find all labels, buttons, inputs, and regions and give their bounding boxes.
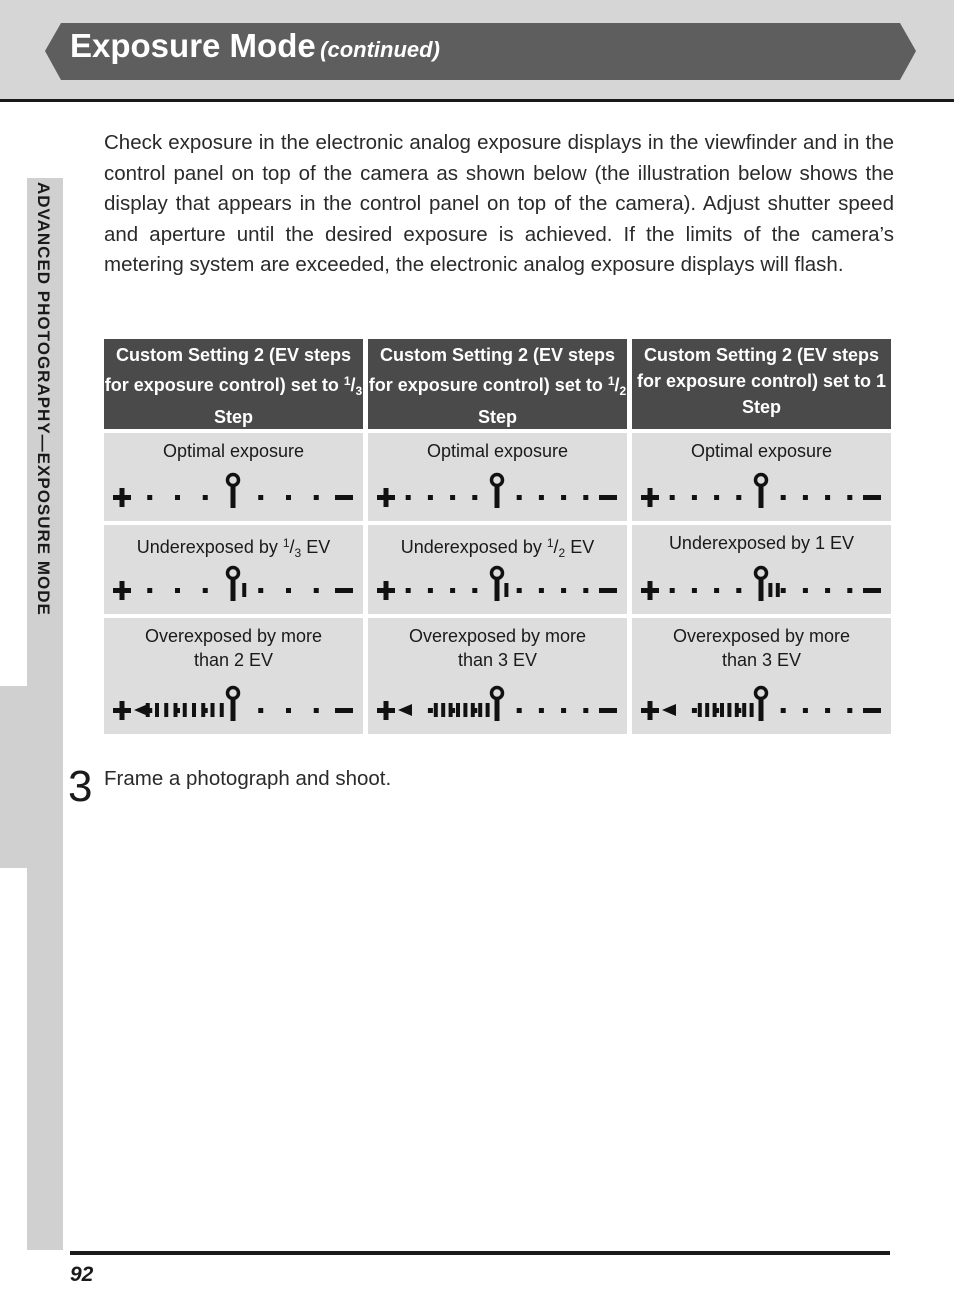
zero-marker-icon [228, 568, 239, 579]
deviation-bar [155, 703, 159, 717]
scale-dot [803, 495, 808, 500]
scale-dot [450, 588, 455, 593]
minus-sign-icon [863, 588, 881, 593]
zero-marker-icon [759, 487, 764, 508]
plus-sign-icon [120, 488, 125, 507]
fraction-denominator: 2 [619, 384, 627, 398]
step-text: Frame a photograph and shoot. [104, 767, 392, 790]
plus-sign-icon [384, 488, 389, 507]
deviation-bar [449, 703, 453, 717]
header-text: Custom Setting 2 (EV steps for exposure control) set to 1 Step [636, 345, 887, 417]
caption-text: Underexposed by [136, 537, 283, 557]
scale-dot [561, 708, 566, 713]
cell-optimal-full [632, 433, 891, 521]
cell-under-half [368, 525, 627, 614]
caption-text: EV [565, 537, 595, 557]
deviation-bar [164, 703, 168, 717]
cell-caption: Overexposed by more than 2 EV [144, 626, 323, 670]
scale-dot [670, 588, 675, 593]
scale-dot [692, 708, 697, 713]
footer-rule [70, 1251, 890, 1255]
zero-marker-icon [492, 475, 503, 486]
deviation-bar [192, 703, 196, 717]
cell-caption: Underexposed by $^1/_3$ EV [136, 536, 331, 560]
cell-over-third [104, 618, 363, 734]
deviation-bar [713, 703, 717, 717]
scale-dot [203, 588, 208, 593]
caption-text: EV [301, 537, 331, 557]
scale-dot [670, 495, 675, 500]
scale-dot [736, 495, 741, 500]
side-tab [0, 686, 27, 868]
cell-caption: Overexposed by more than 3 EV [672, 626, 851, 670]
minus-sign-icon [335, 588, 353, 593]
plus-sign-icon [648, 488, 653, 507]
scale-dot [781, 588, 786, 593]
zero-marker-icon [228, 475, 239, 486]
scale-dot [583, 588, 588, 593]
scale-dot [428, 708, 433, 713]
scale-dot [561, 495, 566, 500]
scale-dot [147, 495, 152, 500]
cell-under-third [104, 525, 363, 614]
header-text: Step [477, 407, 517, 427]
header-text: Custom Setting 2 (EV steps for exposure control) set to [104, 345, 352, 395]
zero-marker-icon [231, 700, 236, 721]
scale-dot [286, 495, 291, 500]
zero-marker-icon [756, 568, 767, 579]
scale-dot [714, 588, 719, 593]
deviation-bar [471, 703, 475, 717]
scale-dot [692, 495, 697, 500]
scale-dot [517, 495, 522, 500]
scale-dot [472, 588, 477, 593]
zero-marker-icon [495, 700, 500, 721]
scale-dot [539, 708, 544, 713]
section-label: ADVANCED PHOTOGRAPHY—EXPOSURE MODE [34, 182, 53, 616]
overrange-arrow-icon [662, 704, 676, 716]
fraction-numerator: 1 [546, 536, 554, 550]
cell-under-full [632, 525, 891, 614]
scale-dot [517, 588, 522, 593]
deviation-bar [698, 703, 702, 717]
scale-dot [583, 708, 588, 713]
scale-dot [406, 588, 411, 593]
deviation-bar [220, 703, 224, 717]
minus-sign-icon [599, 588, 617, 593]
cell-over-half [368, 618, 627, 734]
minus-sign-icon [863, 495, 881, 500]
cell-caption: Optimal exposure [690, 441, 833, 461]
zero-marker-icon [492, 568, 503, 579]
deviation-bar [504, 583, 508, 597]
deviation-bar [705, 703, 709, 717]
exposure-display-graphic [632, 556, 891, 608]
scale-dot [314, 495, 319, 500]
exposure-display-graphic [632, 463, 891, 515]
minus-sign-icon [599, 708, 617, 713]
cell-optimal-half [368, 433, 627, 521]
zero-marker-icon [759, 580, 764, 601]
fraction-numerator: 1 [282, 536, 290, 550]
scale-dot [803, 708, 808, 713]
deviation-bar [463, 703, 467, 717]
zero-marker-icon [231, 487, 236, 508]
fraction-numerator: 1 [607, 374, 615, 388]
plus-sign-icon [648, 581, 653, 600]
scale-dot [450, 495, 455, 500]
deviation-bar [720, 703, 724, 717]
zero-marker-icon [228, 688, 239, 699]
column-header-full-step [632, 339, 891, 429]
exposure-display-graphic [104, 676, 363, 728]
scale-dot [561, 588, 566, 593]
deviation-bar [211, 703, 215, 717]
exposure-display-graphic [368, 463, 627, 515]
intro-paragraph: Check exposure in the electronic analog exposure displays in the viewfinder and in the control panel on top of the camera as shown below (the illustration below shows the display that appears in the control panel on top of the camera). Adjust shutter speed and aperture until the desired exposure is achieved. If the limits of the camera’s metering system are exceeded, the electronic analog exposure displays will flash. [104, 131, 894, 277]
exposure-display-graphic [632, 676, 891, 728]
overrange-arrow-icon [398, 704, 412, 716]
scale-dot [583, 495, 588, 500]
scale-dot [258, 708, 263, 713]
deviation-bar [183, 703, 187, 717]
deviation-bar [768, 583, 772, 597]
scale-dot [847, 588, 852, 593]
scale-dot [781, 708, 786, 713]
page-title-subtitle: (continued) [320, 37, 440, 62]
scale-dot [825, 495, 830, 500]
zero-marker-icon [495, 580, 500, 601]
plus-sign-icon [384, 581, 389, 600]
page-title-main: Exposure Mode [70, 27, 316, 64]
scale-dot [258, 495, 263, 500]
scale-dot [314, 588, 319, 593]
scale-dot [736, 588, 741, 593]
zero-marker-icon [759, 700, 764, 721]
cell-caption: Overexposed by more than 3 EV [408, 626, 587, 670]
zero-marker-icon [492, 688, 503, 699]
scale-dot [847, 708, 852, 713]
zero-marker-icon [495, 487, 500, 508]
cell-optimal-third [104, 433, 363, 521]
scale-dot [428, 588, 433, 593]
scale-dot [286, 708, 291, 713]
deviation-bar [486, 703, 490, 717]
deviation-bar [434, 703, 438, 717]
page-number: 92 [70, 1263, 94, 1286]
exposure-display-graphic [368, 556, 627, 608]
scale-dot [847, 495, 852, 500]
scale-dot [781, 495, 786, 500]
scale-dot [539, 495, 544, 500]
scale-dot [314, 708, 319, 713]
deviation-bar [727, 703, 731, 717]
plus-sign-icon [120, 701, 125, 720]
scale-dot [472, 495, 477, 500]
overrange-arrow-icon [134, 704, 148, 716]
scale-dot [825, 708, 830, 713]
minus-sign-icon [335, 495, 353, 500]
deviation-bar [750, 703, 754, 717]
deviation-bar [242, 583, 246, 597]
deviation-bar [776, 583, 780, 597]
exposure-display-table [104, 339, 891, 734]
fraction-denominator: 3 [294, 546, 302, 560]
zero-marker-icon [756, 688, 767, 699]
header-rule [0, 99, 954, 102]
scale-dot [286, 588, 291, 593]
deviation-bar [201, 703, 205, 717]
cell-caption: Underexposed by $^1/_2$ EV [400, 536, 595, 560]
column-header-third-step: Custom Setting 2 (EV steps for exposure control) set to $^1/_3$ Step [104, 339, 363, 429]
scale-dot [517, 708, 522, 713]
exposure-display-graphic [104, 556, 363, 608]
scale-dot [714, 495, 719, 500]
exposure-display-graphic [368, 676, 627, 728]
fraction-denominator: 3 [355, 384, 363, 398]
cell-over-full [632, 618, 891, 734]
zero-marker-icon [756, 475, 767, 486]
fraction-numerator: 1 [343, 374, 351, 388]
header-text: Custom Setting 2 (EV steps for exposure control) set to [368, 345, 616, 395]
plus-sign-icon [384, 701, 389, 720]
scale-dot [803, 588, 808, 593]
deviation-bar [735, 703, 739, 717]
scale-dot [203, 495, 208, 500]
minus-sign-icon [599, 495, 617, 500]
minus-sign-icon [335, 708, 353, 713]
header-text: Step [213, 407, 253, 427]
cell-caption: Underexposed by 1 EV [668, 533, 855, 553]
step-number: 3 [68, 762, 93, 811]
scale-dot [175, 495, 180, 500]
page-title [70, 27, 440, 65]
zero-marker-icon [231, 580, 236, 601]
scale-dot [406, 495, 411, 500]
column-header-half-step: Custom Setting 2 (EV steps for exposure control) set to $^1/_2$ Step [368, 339, 627, 429]
deviation-bar [441, 703, 445, 717]
deviation-bar [478, 703, 482, 717]
cell-caption: Optimal exposure [426, 441, 569, 461]
fraction-denominator: 2 [558, 546, 566, 560]
scale-dot [692, 588, 697, 593]
caption-text: Underexposed by [400, 537, 547, 557]
cell-caption: Optimal exposure [162, 441, 305, 461]
plus-sign-icon [648, 701, 653, 720]
minus-sign-icon [863, 708, 881, 713]
scale-dot [147, 588, 152, 593]
scale-dot [175, 588, 180, 593]
scale-dot [258, 588, 263, 593]
scale-dot [539, 588, 544, 593]
deviation-bar [742, 703, 746, 717]
deviation-bar [456, 703, 460, 717]
scale-dot [428, 495, 433, 500]
plus-sign-icon [120, 581, 125, 600]
deviation-bar [174, 703, 178, 717]
scale-dot [825, 588, 830, 593]
exposure-display-graphic [104, 463, 363, 515]
